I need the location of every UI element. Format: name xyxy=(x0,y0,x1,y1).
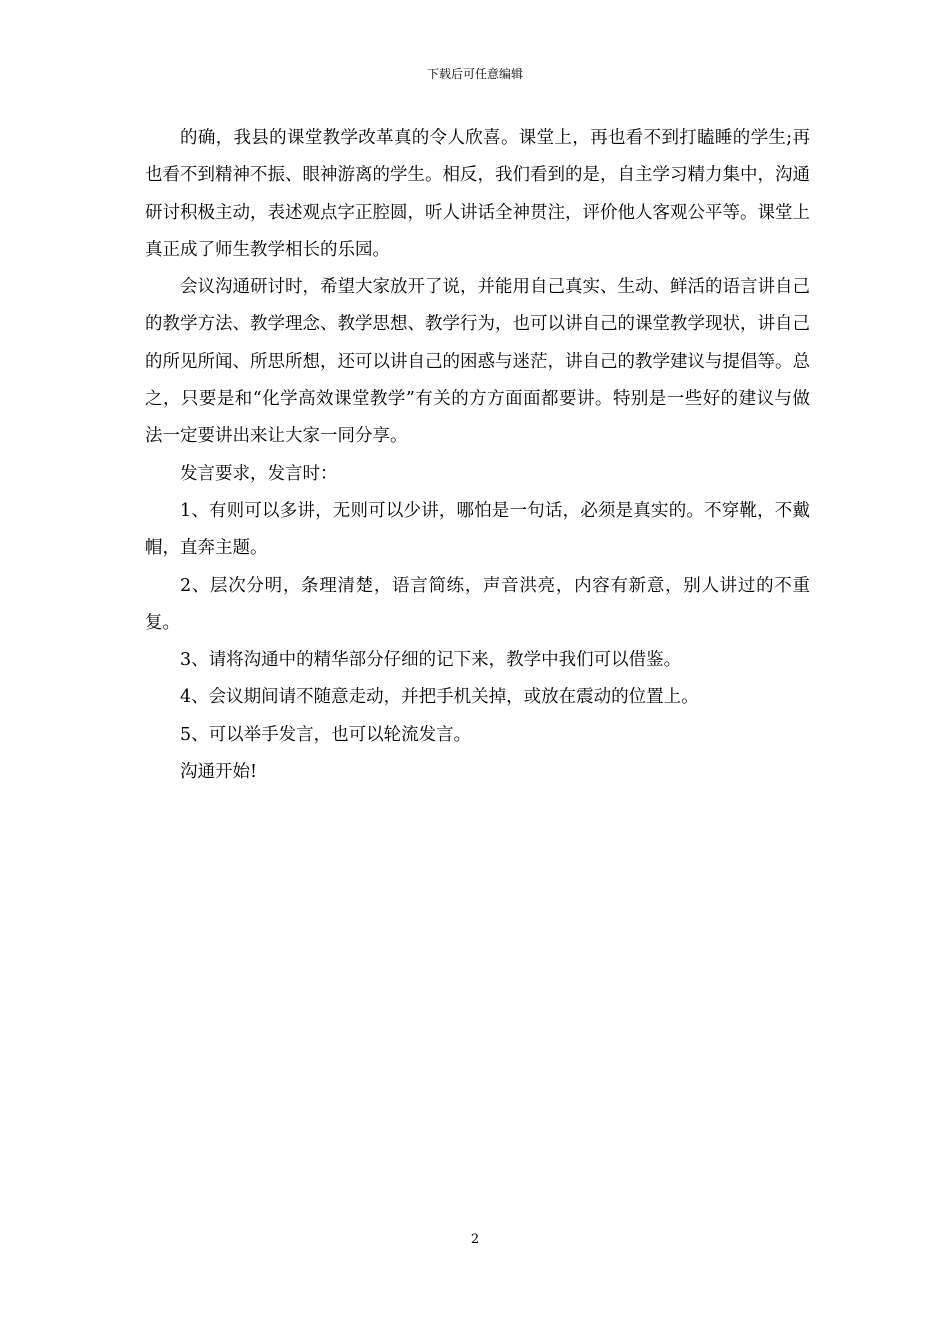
list-item-rule-2: 2、层次分明，条理清楚，语言简练，声音洪亮，内容有新意，别人讲过的不重复。 xyxy=(145,575,810,633)
list-item-rule-1: 1、有则可以多讲，无则可以少讲，哪怕是一句话，必须是真实的。不穿靴，不戴帽，直奔主题。 xyxy=(145,500,810,559)
list-item-rule-3: 3、请将沟通中的精华部分仔细的记下来，教学中我们可以借鉴。 xyxy=(180,650,682,671)
paragraph-start: 沟通开始! xyxy=(180,762,258,783)
page-number: 2 xyxy=(470,1232,480,1247)
document-body xyxy=(145,120,810,791)
paragraph-speaking-requirements: 发言要求，发言时： xyxy=(180,463,338,484)
list-item-rule-5: 5、可以举手发言，也可以轮流发言。 xyxy=(180,724,472,745)
list-item-rule-4: 4、会议期间请不随意走动，并把手机关掉，或放在震动的位置上。 xyxy=(180,687,699,708)
page-header: 下载后可任意编辑 xyxy=(426,67,523,81)
paragraph-meeting-discussion: 会议沟通研讨时，希望大家放开了说，并能用自己真实、生动、鲜活的语言讲自己的教学方法、教学理念、教学思想、教学行为，也可以讲自己的课堂教学现状，讲自己的所见所闻、所思所想，还可以讲自己的困惑与迷茫，讲自己的教学建议与提倡等。总之，只要是和“化学高效课堂教学”有关的方方面面都要讲。特别是一些好的建议与做法一定要讲出来让大家一同分享。 xyxy=(145,277,810,447)
paragraph-classroom-reform: 的确，我县的课堂教学改革真的令人欣喜。课堂上，再也看不到打瞌睡的学生;再也看不到精神不振、眼神游离的学生。相反，我们看到的是，自主学习精力集中，沟通研讨积极主动，表述观点字正腔圆，听人讲话全神贯注，评价他人客观公平等。课堂上真正成了师生教学相长的乐园。 xyxy=(145,128,810,260)
